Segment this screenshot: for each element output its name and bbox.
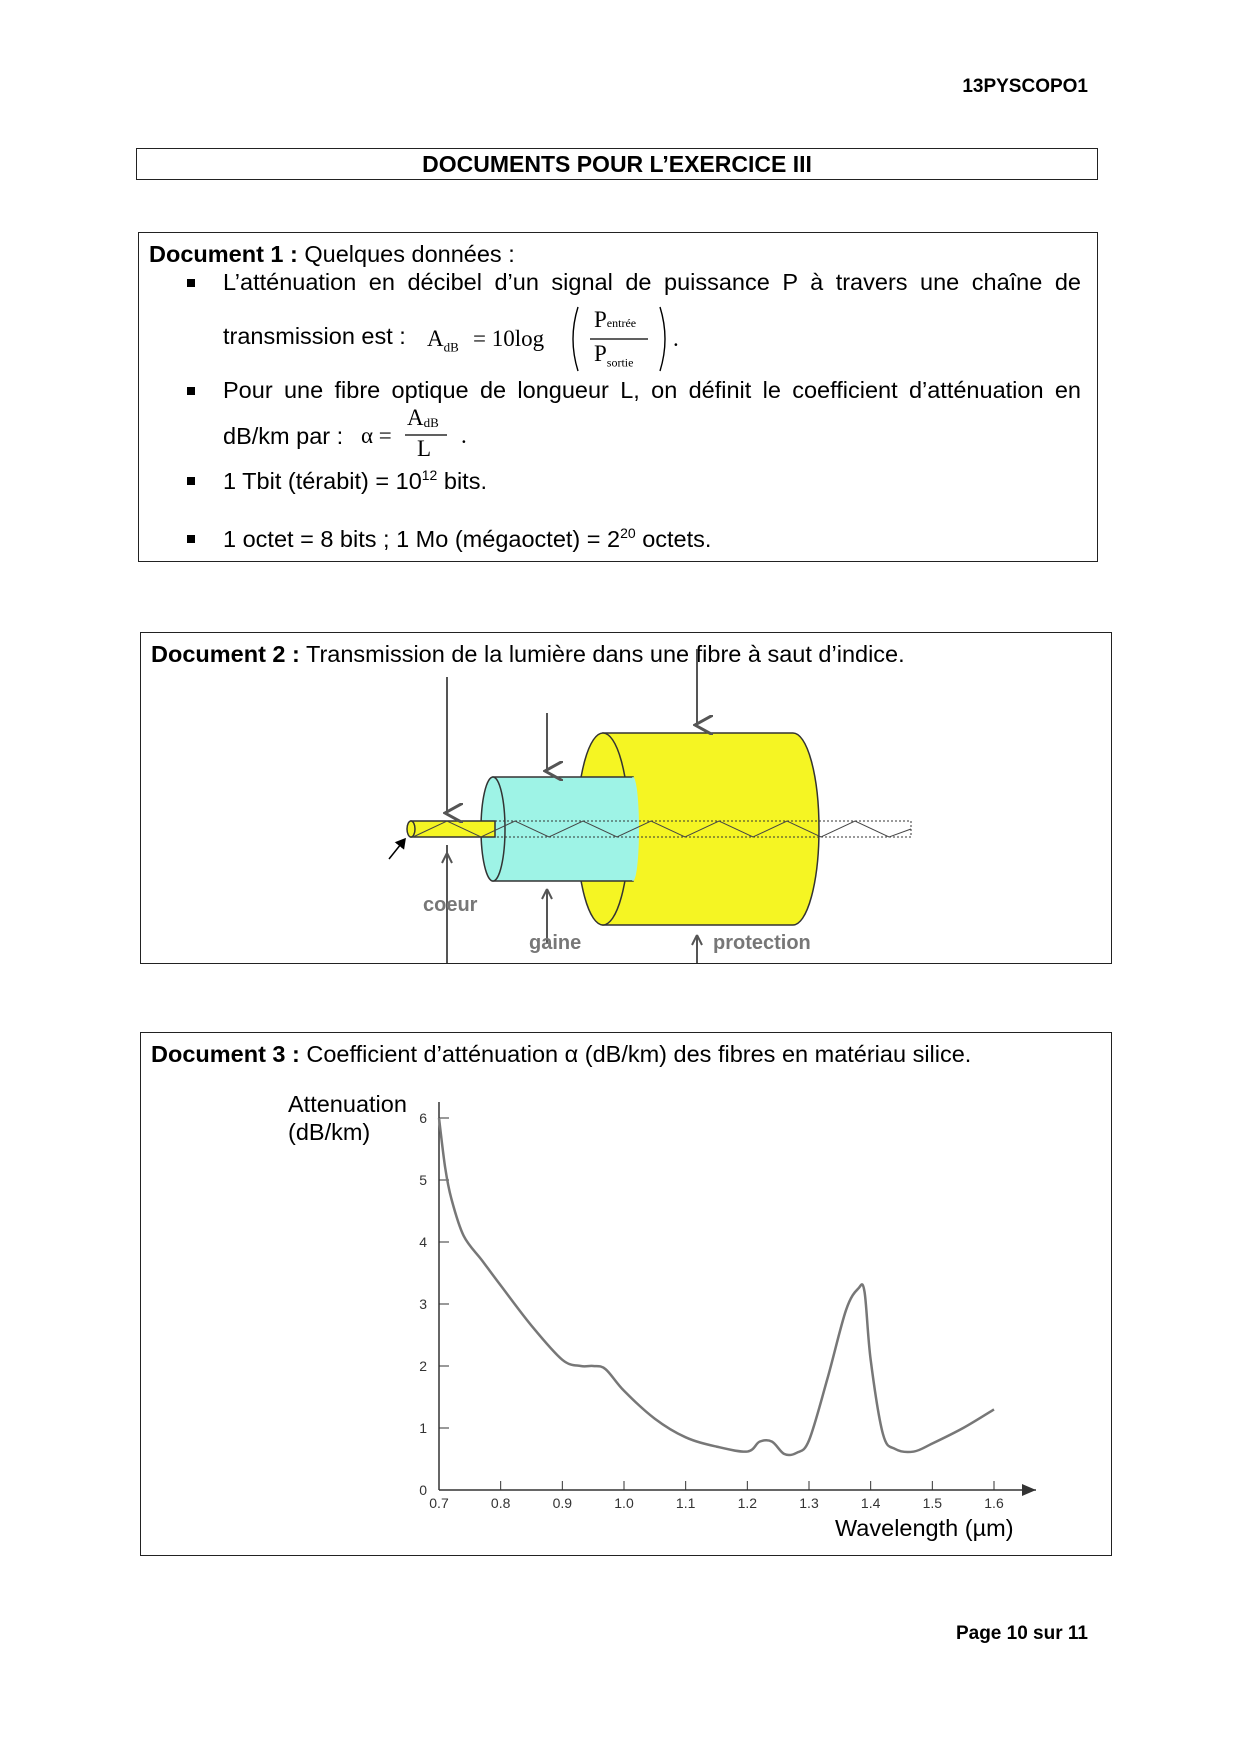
attenuation-curve (439, 1118, 994, 1455)
bullet-3-post: bits. (437, 467, 487, 494)
x-tick-label: 1.4 (860, 1495, 881, 1511)
ylabel-line-2: (dB/km) (288, 1119, 371, 1145)
y-tick-label: 0 (419, 1482, 427, 1498)
ylabel-line-1: Attenuation (288, 1091, 407, 1117)
formula1-den-sub: sortie (606, 355, 634, 370)
doc1-bullet-1-line-2 (223, 323, 406, 350)
formula1-eq: = 10log (473, 326, 545, 351)
x-axis-title: Wavelength (µm) (835, 1515, 1014, 1541)
doc1-bullet-3 (187, 467, 487, 495)
doc1-bullet-2-line-2 (223, 423, 343, 450)
attenuation-chart (141, 1033, 1111, 1555)
doc3-label: Document 3 : (151, 1041, 300, 1067)
x-tick-label: 1.2 (737, 1495, 758, 1511)
doc1-bullet-4 (187, 525, 711, 553)
bullet-square-icon (187, 477, 195, 485)
formula2-num-sub: dB (423, 414, 439, 430)
y-tick-label: 4 (419, 1234, 427, 1250)
core-label: coeur (423, 894, 478, 916)
x-tick-label: 1.5 (922, 1495, 943, 1511)
doc2-label: Document 2 : (151, 641, 300, 667)
y-tick-label: 2 (419, 1358, 427, 1374)
doc1-bullet-1 (187, 269, 1081, 296)
doc2-heading: Transmission de la lumière dans une fibre à saut d’indice. (305, 641, 905, 667)
doc1-bullet-2 (187, 377, 1081, 404)
alpha-formula (361, 405, 501, 465)
cladding-layer (481, 777, 639, 881)
x-tick-label: 1.0 (614, 1495, 634, 1511)
y-tick-label: 6 (419, 1110, 427, 1126)
bullet-1-line-2: transmission est : (223, 323, 406, 349)
formula1-lhs: A (427, 326, 444, 351)
attenuation-formula (427, 303, 787, 375)
bullet-1-line-1: L’atténuation en décibel d’un signal de puissance P à travers une chaîne de (223, 269, 1081, 295)
bullet-2-line-2: dB/km par : (223, 423, 344, 449)
document-code: 13PYSCOPO1 (962, 76, 1088, 97)
bullet-4-sup: 20 (620, 525, 636, 541)
bullet-square-icon (187, 535, 195, 543)
x-tick-label: 0.8 (490, 1495, 511, 1511)
formula2-num: A (407, 405, 424, 430)
x-tick-label: 1.3 (799, 1495, 819, 1511)
formula1-den: P (594, 341, 607, 366)
x-tick-label: 0.7 (429, 1495, 449, 1511)
page-number: Page 10 sur 11 (955, 1623, 1088, 1644)
formula1-end: . (673, 326, 679, 351)
document-2-box (140, 632, 1112, 964)
doc3-heading: Coefficient d’atténuation α (dB/km) des fibres en matériau silice. (306, 1041, 972, 1067)
bullet-4-post: octets. (635, 525, 712, 552)
y-tick-label: 5 (419, 1172, 427, 1188)
protection-label: protection (713, 932, 811, 954)
formula2-den: L (417, 436, 432, 461)
x-tick-label: 1.1 (675, 1495, 696, 1511)
x-tick-label: 1.6 (984, 1495, 1004, 1511)
page-title: DOCUMENTS POUR L’EXERCICE III (136, 148, 1098, 180)
x-axis-arrow-icon (1022, 1484, 1036, 1496)
bullet-square-icon (187, 387, 195, 395)
bullet-2-line-1: Pour une fibre optique de longueur L, on définit le coefficient d’atténuation en (223, 377, 1081, 403)
formula2-lhs: α = (361, 423, 392, 448)
bullet-square-icon (187, 279, 195, 287)
document-3-box (140, 1032, 1112, 1556)
x-tick-label: 0.9 (552, 1495, 573, 1511)
bullet-3-sup: 12 (421, 467, 438, 483)
doc1-label: Document 1 : (149, 241, 298, 267)
formula2-end: . (461, 423, 467, 448)
y-tick-label: 1 (419, 1420, 427, 1436)
bullet-3-pre: 1 Tbit (térabit) = 10 (223, 467, 422, 494)
cladding-label: gaine (529, 932, 582, 954)
doc1-header (149, 241, 515, 268)
formula1-num-sub: entrée (606, 315, 637, 330)
fiber-diagram (141, 633, 1111, 963)
bullet-4-pre: 1 octet = 8 bits ; 1 Mo (mégaoctet) = 2 (223, 525, 621, 552)
formula1-lhs-sub: dB (443, 339, 459, 355)
formula1-num: P (594, 307, 607, 332)
doc1-heading: Quelques données : (304, 241, 515, 267)
y-tick-label: 3 (419, 1296, 427, 1312)
document-1-box (138, 232, 1098, 562)
